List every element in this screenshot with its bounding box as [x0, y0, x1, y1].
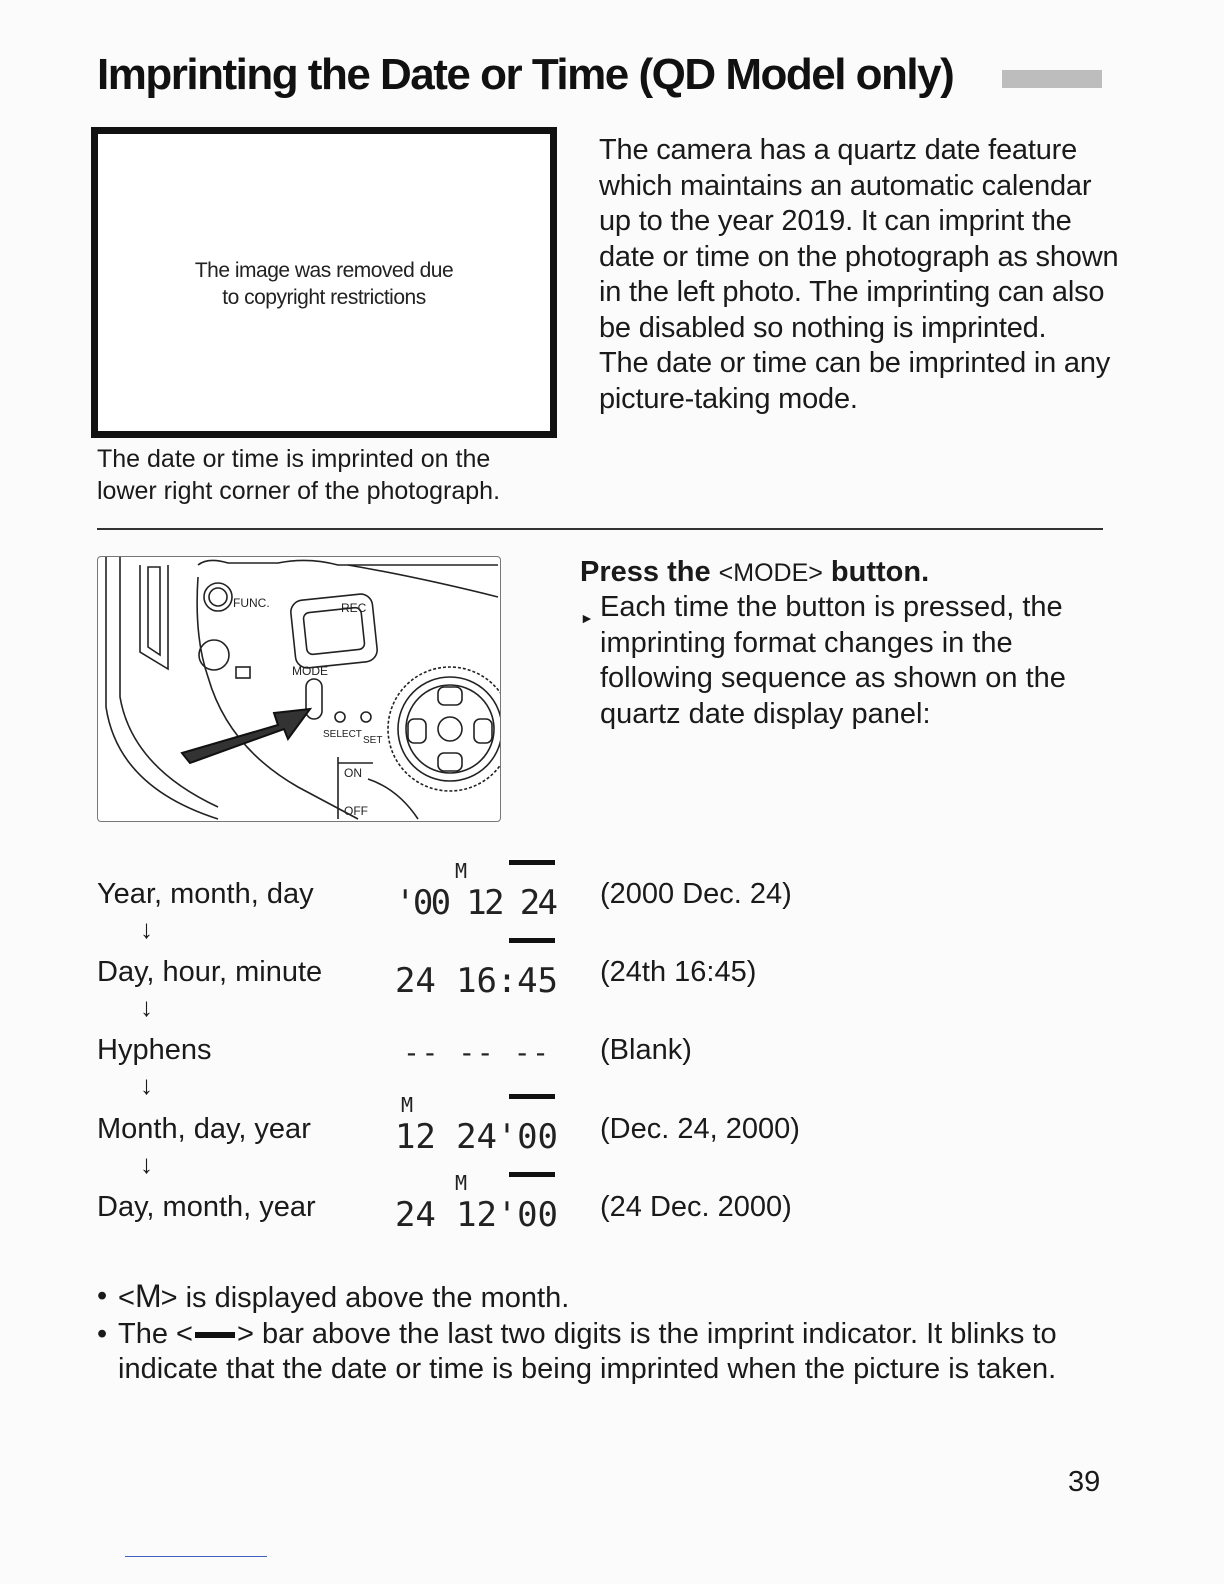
bullet-icon: • [97, 1280, 108, 1312]
intro-text [599, 133, 1119, 417]
svg-text:-- -- --: -- -- -- [403, 1036, 553, 1069]
down-arrow-icon: ↓ [140, 1070, 153, 1100]
sequence-note-1: (2000 Dec. 24) [600, 878, 792, 910]
note-1-post: > is displayed above the month. [160, 1282, 570, 1314]
lcd-display-1 [395, 856, 565, 928]
camera-illustration [97, 556, 501, 822]
lcd-display-2 [395, 934, 565, 1006]
camera-label-off: OFF [344, 804, 368, 818]
svg-text:M: M [401, 1093, 414, 1117]
step-heading-post: button. [830, 556, 930, 588]
camera-label-select: SELECT [323, 729, 362, 740]
sequence-label-4: Month, day, year [97, 1113, 311, 1145]
sequence-label-5: Day, month, year [97, 1191, 316, 1223]
svg-text:'00 12 24: '00 12 24 [395, 883, 560, 923]
page-number: 39 [1068, 1466, 1101, 1498]
page-title: Imprinting the Date or Time (QD Model only) [97, 50, 954, 99]
camera-label-set: SET [363, 735, 383, 746]
lcd-display-3 [395, 1012, 565, 1084]
svg-text:12 24'00: 12 24'00 [395, 1117, 560, 1157]
step-body [580, 590, 1100, 732]
intro-paragraph-2: The date or time can be imprinted in any picture-taking mode. [599, 347, 1111, 415]
down-arrow-icon: ↓ [140, 992, 153, 1022]
sequence-note-5: (24 Dec. 2000) [600, 1191, 792, 1223]
sequence-label-2: Day, hour, minute [97, 956, 323, 988]
title-decoration-bar [1002, 70, 1102, 88]
note-item-1 [97, 1279, 1107, 1317]
svg-text:24 12'00: 24 12'00 [395, 1195, 560, 1235]
note-1-pre: < [118, 1282, 135, 1314]
sequence-label-1: Year, month, day [97, 878, 314, 910]
lcd-display-5 [395, 1168, 565, 1240]
removed-notice-line1: The image was removed due [194, 259, 454, 282]
sequence-note-4: (Dec. 24, 2000) [600, 1113, 800, 1145]
bullet-icon: • [97, 1317, 108, 1350]
note-item-2 [97, 1317, 1107, 1388]
footer-line [125, 1556, 267, 1557]
note-2-pre: The < [118, 1317, 193, 1350]
triangle-bullet-icon: ► [580, 610, 594, 626]
camera-label-rec: REC [341, 601, 367, 615]
step-body-text: Each time the button is pressed, the imprinting format changes in the following sequence as shown on the quartz date display panel: [600, 591, 1066, 730]
notes-list [97, 1279, 1107, 1388]
step-heading-pre: Press the [580, 556, 711, 588]
step-heading-mode: <MODE> [718, 559, 823, 587]
svg-text:M: M [455, 1171, 468, 1195]
removed-image-placeholder [91, 127, 557, 438]
camera-label-func: FUNC. [233, 596, 270, 610]
note-1-m-symbol: M [134, 1278, 161, 1314]
photo-caption: The date or time is imprinted on the lower right corner of the photograph. [97, 445, 501, 505]
intro-paragraph-1: The camera has a quartz date feature which maintains an automatic calendar up to the year 2019. It can imprint the date or time on the photograph as shown in the left photo. The imprinting can also be disabled so nothing is imprinted. [599, 134, 1119, 344]
removed-notice-line2: to copyright restrictions [222, 286, 426, 309]
camera-label-mode: MODE [292, 664, 328, 678]
camera-label-on: ON [344, 766, 362, 780]
svg-text:24 16:45: 24 16:45 [395, 961, 560, 1001]
camera-drawing [98, 557, 500, 821]
step-heading [580, 556, 929, 589]
imprint-bar-icon [195, 1332, 235, 1338]
removed-image-notice [98, 257, 550, 311]
sequence-note-3: (Blank) [600, 1034, 692, 1066]
down-arrow-icon: ↓ [140, 1149, 153, 1179]
svg-text:M: M [455, 859, 468, 883]
sequence-note-2: (24th 16:45) [600, 956, 757, 988]
sequence-label-3: Hyphens [97, 1034, 212, 1066]
lcd-display-4 [395, 1090, 565, 1162]
note-2-post: > bar above the last two digits is the imprint indicator. It blinks to indicate that the date or time is being imprinted when the picture is taken. [118, 1317, 1057, 1385]
down-arrow-icon: ↓ [140, 914, 153, 944]
section-divider [97, 528, 1103, 530]
